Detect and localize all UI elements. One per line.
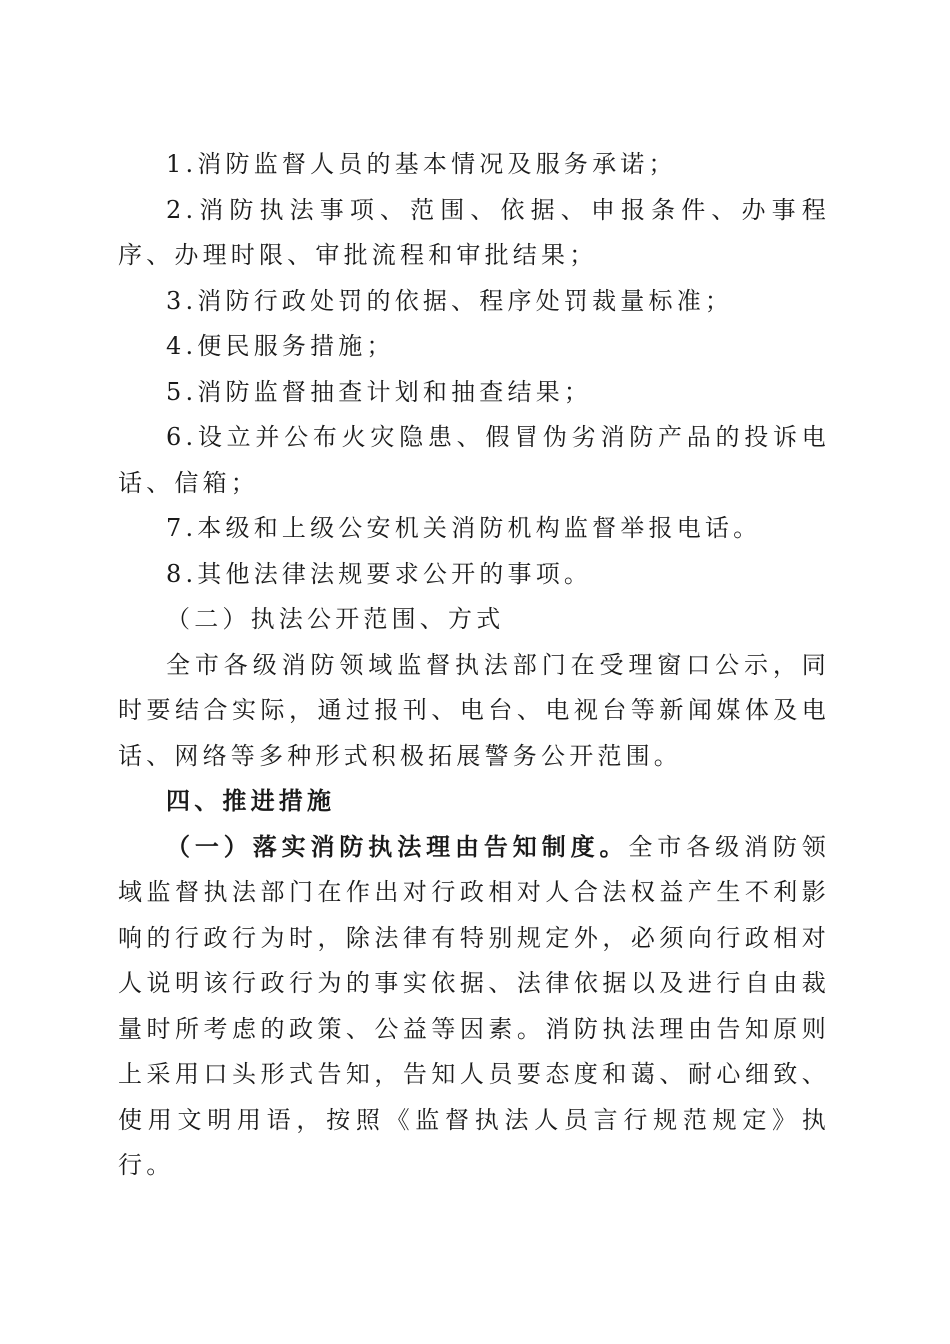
section-heading-measures: 四、推进措施 [166,787,336,815]
list-item-1: 1.消防监督人员的基本情况及服务承诺； [166,150,677,178]
subsection-heading-disclosure-scope: （二）执法公开范围、方式 [166,605,505,633]
list-item-8: 8.其他法律法规要求公开的事项。 [166,559,593,588]
list-item-4: 4.便民服务措施； [166,332,395,360]
list-item-2: 2.消防执法事项、范围、依据、申报条件、办事程序、办理时限、审批流程和审批结果； [118,195,830,269]
list-item-3: 3.消防行政处罚的依据、程序处罚裁量标准； [166,286,734,315]
measure-item-1 [118,825,830,1189]
list-item-5: 5.消防监督抽查计划和抽查结果； [166,377,593,406]
document-body [118,142,830,1189]
list-item-6: 6.设立并公布火灾隐患、假冒伪劣消防产品的投诉电话、信箱； [118,423,830,497]
subsection-body-disclosure-scope: 全市各级消防领域监督执法部门在受理窗口公示，同时要结合实际，通过报刊、电台、电视台等新闻媒体及电话、网络等多种形式积极拓展警务公开范围。 [118,650,830,770]
measure-item-1-lead: （一）落实消防执法理由告知制度。 [166,832,629,861]
measure-item-1-body: 全市各级消防领域监督执法部门在作出对行政相对人合法权益产生不利影响的行政行为时，除法律有特别规定外，必须向行政相对人说明该行政行为的事实依据、法律依据以及进行自由裁量时所考虑的政策、公益等因素。消防执法理由告知原则上采用口头形式告知，告知人员要态度和蔼、耐心细致、使用文明用语，按照《监督执法人员言行规范规定》执行。 [118,832,831,1179]
list-item-7: 7.本级和上级公安机关消防机构监督举报电话。 [166,514,762,542]
